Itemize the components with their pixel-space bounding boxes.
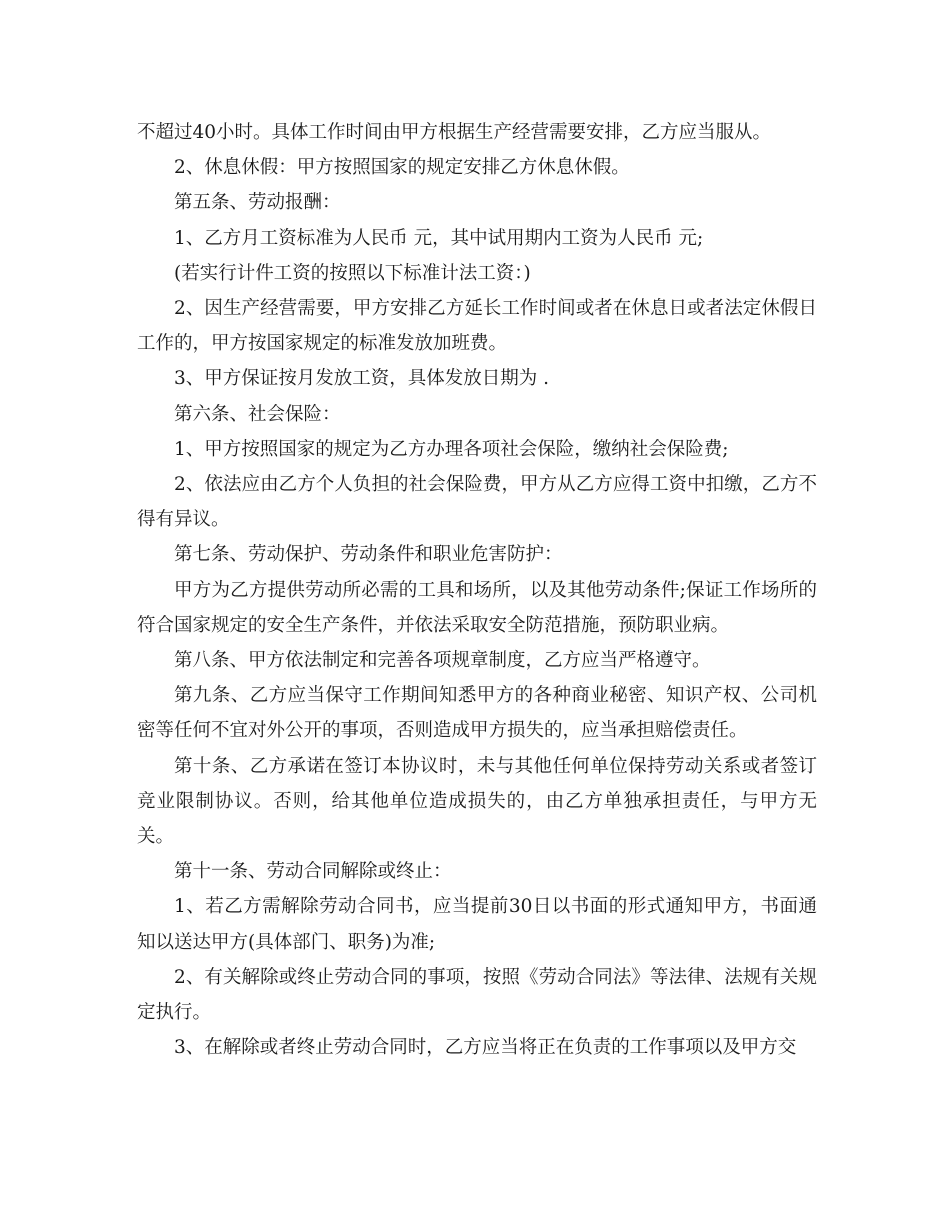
paragraph-4: 1、乙方月工资标准为人民币 元，其中试用期内工资为人民币 元;	[174, 227, 704, 249]
paragraph-17: 1、若乙方需解除劳动合同书，应当提前30日以书面的形式通知甲方，书面通知以送达甲方(具体部门、职务)为准;	[137, 896, 817, 953]
paragraph-8: 第六条、社会保险：	[174, 403, 341, 425]
paragraph-12: 甲方为乙方提供劳动所必需的工具和场所，以及其他劳动条件;保证工作场所的符合国家规定的安全生产条件，并依法采取安全防范措施，预防职业病。	[137, 579, 817, 636]
paragraph-11: 第七条、劳动保护、劳动条件和职业危害防护：	[174, 544, 563, 566]
paragraph-2: 2、休息休假：甲方按照国家的规定安排乙方休息休假。	[174, 157, 630, 179]
paragraph-7: 3、甲方保证按月发放工资，具体发放日期为 .	[174, 368, 550, 390]
paragraph-3: 第五条、劳动报酬：	[174, 192, 341, 214]
paragraph-9: 1、甲方按照国家的规定为乙方办理各项社会保险，缴纳社会保险费;	[174, 438, 729, 460]
paragraph-16: 第十一条、劳动合同解除或终止：	[174, 861, 452, 883]
paragraph-19: 3、在解除或者终止劳动合同时，乙方应当将正在负责的工作事项以及甲方交	[174, 1037, 797, 1059]
paragraph-13: 第八条、甲方依法制定和完善各项规章制度，乙方应当严格遵守。	[174, 650, 711, 672]
paragraph-15: 第十条、乙方承诺在签订本协议时，未与其他任何单位保持劳动关系或者签订竞业限制协议。否则，给其他单位造成损失的，由乙方单独承担责任，与甲方无关。	[137, 755, 817, 848]
paragraph-10: 2、依法应由乙方个人负担的社会保险费，甲方从乙方应得工资中扣缴，乙方不得有异议。	[137, 474, 817, 531]
paragraph-18: 2、有关解除或终止劳动合同的事项，按照《劳动合同法》等法律、法规有关规定执行。	[137, 966, 817, 1024]
paragraph-5: (若实行计件工资的按照以下标准计法工资：)	[174, 262, 531, 284]
document-body	[137, 115, 817, 1065]
paragraph-6: 2、因生产经营需要，甲方安排乙方延长工作时间或者在休息日或者法定休假日工作的，甲方按国家规定的标准发放加班费。	[137, 298, 817, 355]
paragraph-1: 不超过40小时。具体工作时间由甲方根据生产经营需要安排，乙方应当服从。	[137, 122, 772, 143]
paragraph-14: 第九条、乙方应当保守工作期间知悉甲方的各种商业秘密、知识产权、公司机密等任何不宜对外公开的事项，否则造成甲方损失的，应当承担赔偿责任。	[137, 685, 817, 742]
